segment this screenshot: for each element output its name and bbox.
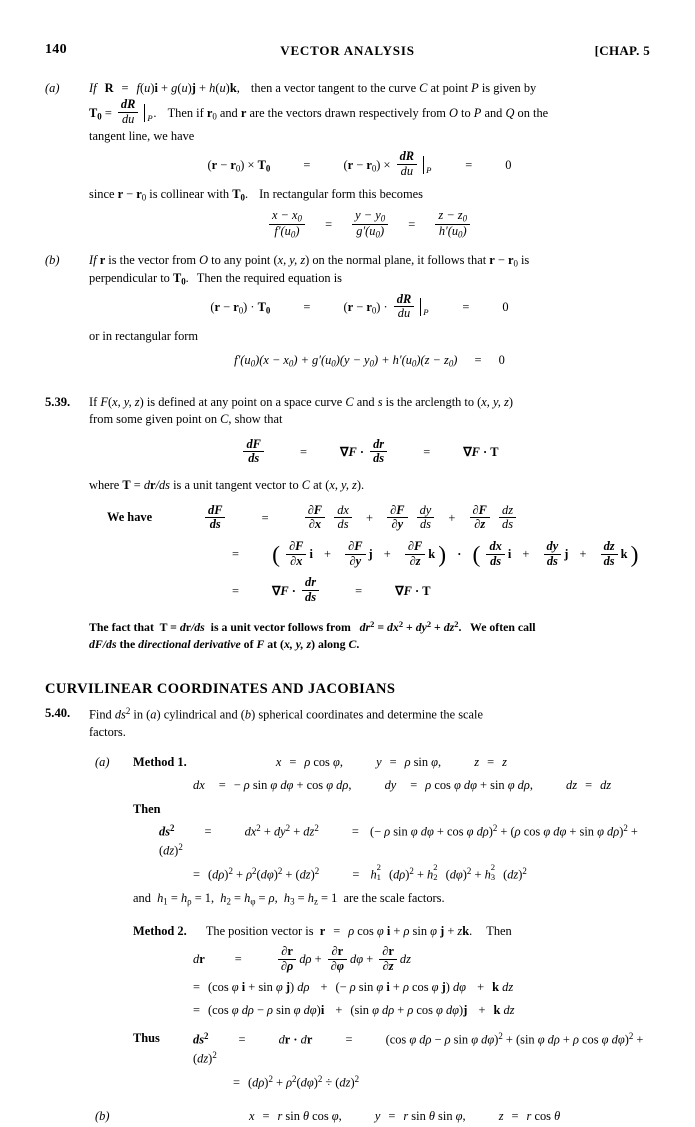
part-a-line4: since $r - r_0$ is collinear with $T_0$. In rectangular form this becomes bbox=[89, 186, 423, 203]
problem-number-540: 5.40. bbox=[45, 706, 71, 721]
part-b-line2: perpendicular to $T_0$. Then the required equation is bbox=[89, 270, 342, 287]
method-2-row bbox=[133, 923, 650, 941]
method-1-eq-5: and $h_1 = h_\rho = 1$, $h_2 = h_\varphi = \rho$, $h_3 = h_z = 1$ are the scale factors. bbox=[133, 891, 445, 907]
problem-539-note-1: The fact that T = dr/ds is a unit vector follows from $dr^2 = dx^2 + dy^2 + dz^2$. We often call bbox=[89, 618, 536, 635]
problem-539-body bbox=[89, 394, 650, 653]
problem-540-line1: Find $ds^2$ in (a) cylindrical and (b) spherical coordinates and determine the scale bbox=[89, 706, 483, 722]
method-1-eq-4: = $(d\rho)^2 + \rho^2(d\varphi)^2 + (dz)^2 = h$ 2 1 $(d\rho)^2 + h$ 2 2 $(d\varphi)^2 + h$ 2 3 (dz)$^2$ bbox=[193, 861, 527, 882]
part-b-line3: or in rectangular form bbox=[89, 329, 199, 344]
method-1-eq-2: dx = − ρ sin φ dφ + cos φ dρ, dy = ρ cos φ dφ + sin φ dρ, dz = dz bbox=[193, 778, 612, 793]
problem-540-line2: factors. bbox=[89, 725, 126, 740]
method-1-eq-1: x = ρ cos φ, y = ρ sin φ, z = z bbox=[275, 754, 507, 769]
problem-539-line2: from some given point on C, show that bbox=[89, 412, 283, 427]
problem-539-line3: where T = dr/ds is a unit tangent vector to C at (x, y, z). bbox=[89, 478, 365, 493]
problem-540-part-b-equation: x = r sin θ cos φ, y = r sin θ sin φ, z = r cos θ bbox=[249, 1108, 561, 1123]
thus-row bbox=[133, 1030, 650, 1068]
problem-540-body bbox=[89, 705, 650, 1125]
problem-539-line1: If F(x, y, z) is defined at any point on a space curve C and s is the arclength to (x, y, z) bbox=[89, 394, 513, 409]
solution-line-2: = ( $\frac{\partial F}{\partial x}$ i + $\frac{\partial F}{\partial y}$ j + $\frac{\partial F}{\partial z}$ k ) · ( $\frac{dx}{ds}$ i + $\frac{dy}{ds}$ j + $\frac{dz}{ds}$ k ) bbox=[232, 538, 639, 568]
thus-label: Thus bbox=[133, 1030, 160, 1045]
method-2-eq-5: = $(d\rho)^2 + \rho^2(d\varphi)^2 \div (dz)^2$ bbox=[233, 1073, 360, 1090]
part-b-line1: If r is the vector from O to any point (x, y, z) on the normal plane, it follows that $r - r_0$ is bbox=[89, 252, 530, 268]
part-a-block bbox=[45, 80, 650, 242]
method-1-row bbox=[133, 754, 650, 772]
part-b-equation-1: $(r - r_0) \cdot T_0 = (r - r_0)$ · $\frac{dR}{du}$ P = 0 bbox=[210, 291, 509, 321]
page-number: 140 bbox=[45, 42, 67, 57]
problem-540-part-a-label: (a) bbox=[95, 754, 110, 769]
problem-540-part-a bbox=[89, 754, 650, 1092]
problem-5-40 bbox=[45, 705, 650, 1125]
solution-line-1: $\frac{dF}{ds}$ = $\frac{\partial F}{\partial x}$ $\frac{dx}{ds}$ + $\frac{\partial F}{\partial y}$ $\frac{dy}{ds}$ + $\frac{\partial F}{\partial z}$ $\frac{dz}{ds}$ bbox=[202, 505, 650, 533]
we-have-label: We have bbox=[107, 509, 153, 524]
problem-540-part-b bbox=[89, 1108, 650, 1126]
part-b-label: (b) bbox=[45, 252, 60, 267]
method-1-eq-3: $ds^2 = dx^2 + dy^2 + dz^2$ = (− ρ sin φ dφ + cos φ dρ)$^2$ + (ρ cos φ dφ + sin φ dρ)$^2$ + (dz)$^2$ bbox=[159, 822, 638, 858]
part-a-line2: $T_0$ = $\frac{dR}{du}$ P . Then if $r_0$ and r are the vectors drawn respectively from O to P and Q on the bbox=[89, 97, 549, 127]
solution-line-3: = ∇F · $\frac{dr}{ds}$ = ∇F · T bbox=[232, 575, 431, 604]
problem-5-39 bbox=[45, 394, 650, 653]
part-b-block bbox=[45, 252, 650, 370]
method-2-eq-3: = (cos φ dρ − ρ sin φ dφ)i + (sin φ dρ + ρ cos φ dφ)j + k dz bbox=[193, 1003, 515, 1018]
problem-539-note-2: dF/ds the directional derivative of F at (x, y, z) along C. bbox=[89, 636, 360, 651]
problem-540-part-a-content bbox=[133, 754, 650, 1092]
problem-539-solution bbox=[107, 502, 650, 606]
page-body bbox=[45, 80, 650, 1127]
part-a-text bbox=[89, 80, 650, 242]
method-2-eq-4: $ds^2$ = dr · dr = (cos φ dρ − ρ sin φ dφ)$^2$ + (sin φ dρ + ρ cos φ dφ)$^2$ + (dz)$^2$ bbox=[193, 1030, 644, 1066]
method-2-intro: The position vector is r = ρ cos φ i + ρ sin φ j + zk. Then bbox=[205, 923, 512, 938]
page-title: VECTOR ANALYSIS bbox=[280, 43, 415, 58]
part-a-line1: If R = f(u)i + g(u)j + h(u)k, then a vector tangent to the curve C at point P is given by bbox=[89, 81, 537, 95]
part-a-equation-1: $(r - r_0) \times T_0 = (r - r_0)$ × $\frac{dR}{du}$ P = 0 bbox=[207, 149, 512, 178]
problem-number-539: 5.39. bbox=[45, 394, 71, 409]
part-a-label: (a) bbox=[45, 81, 60, 95]
method-2-eq-2: = (cos φ i + sin φ j) dρ + (− ρ sin φ i + ρ cos φ j) dφ + k dz bbox=[193, 980, 514, 995]
method-1-label: Method 1. bbox=[133, 754, 187, 769]
part-b-text bbox=[89, 252, 650, 370]
method-2-eq-1: dr = $\frac{\partial r}{\partial\rho}$ dρ + $\frac{\partial r}{\partial\varphi}$ dφ + $\frac{\partial r}{\partial z}$ dz bbox=[193, 943, 411, 973]
section-heading: CURVILINEAR COORDINATES AND JACOBIANS bbox=[45, 680, 396, 697]
part-a-equation-2: $\frac{x - x_0}{f'(u_0)}$ = $\frac{y - y_0}{g'(u_0)}$ = $\frac{z - z_0}{h'(u_0)}$ bbox=[89, 210, 650, 242]
chapter-label: [CHAP. 5 bbox=[594, 43, 650, 58]
part-b-equation-2: $f'(u_0)(x - x_0) + g'(u_0)(y - y_0) + h'(u_0)(z - z_0) = 0$ bbox=[234, 352, 505, 369]
problem-539-main-equation: $\frac{dF}{ds}$ = ∇F · $\frac{dr}{ds}$ = ∇F · T bbox=[89, 439, 650, 467]
page-header bbox=[45, 42, 650, 60]
part-a-line3: tangent line, we have bbox=[89, 128, 195, 143]
method-2-label: Method 2. bbox=[133, 923, 187, 938]
then-label: Then bbox=[133, 801, 161, 816]
solution-equations bbox=[202, 502, 650, 606]
problem-540-part-b-label: (b) bbox=[95, 1108, 110, 1123]
